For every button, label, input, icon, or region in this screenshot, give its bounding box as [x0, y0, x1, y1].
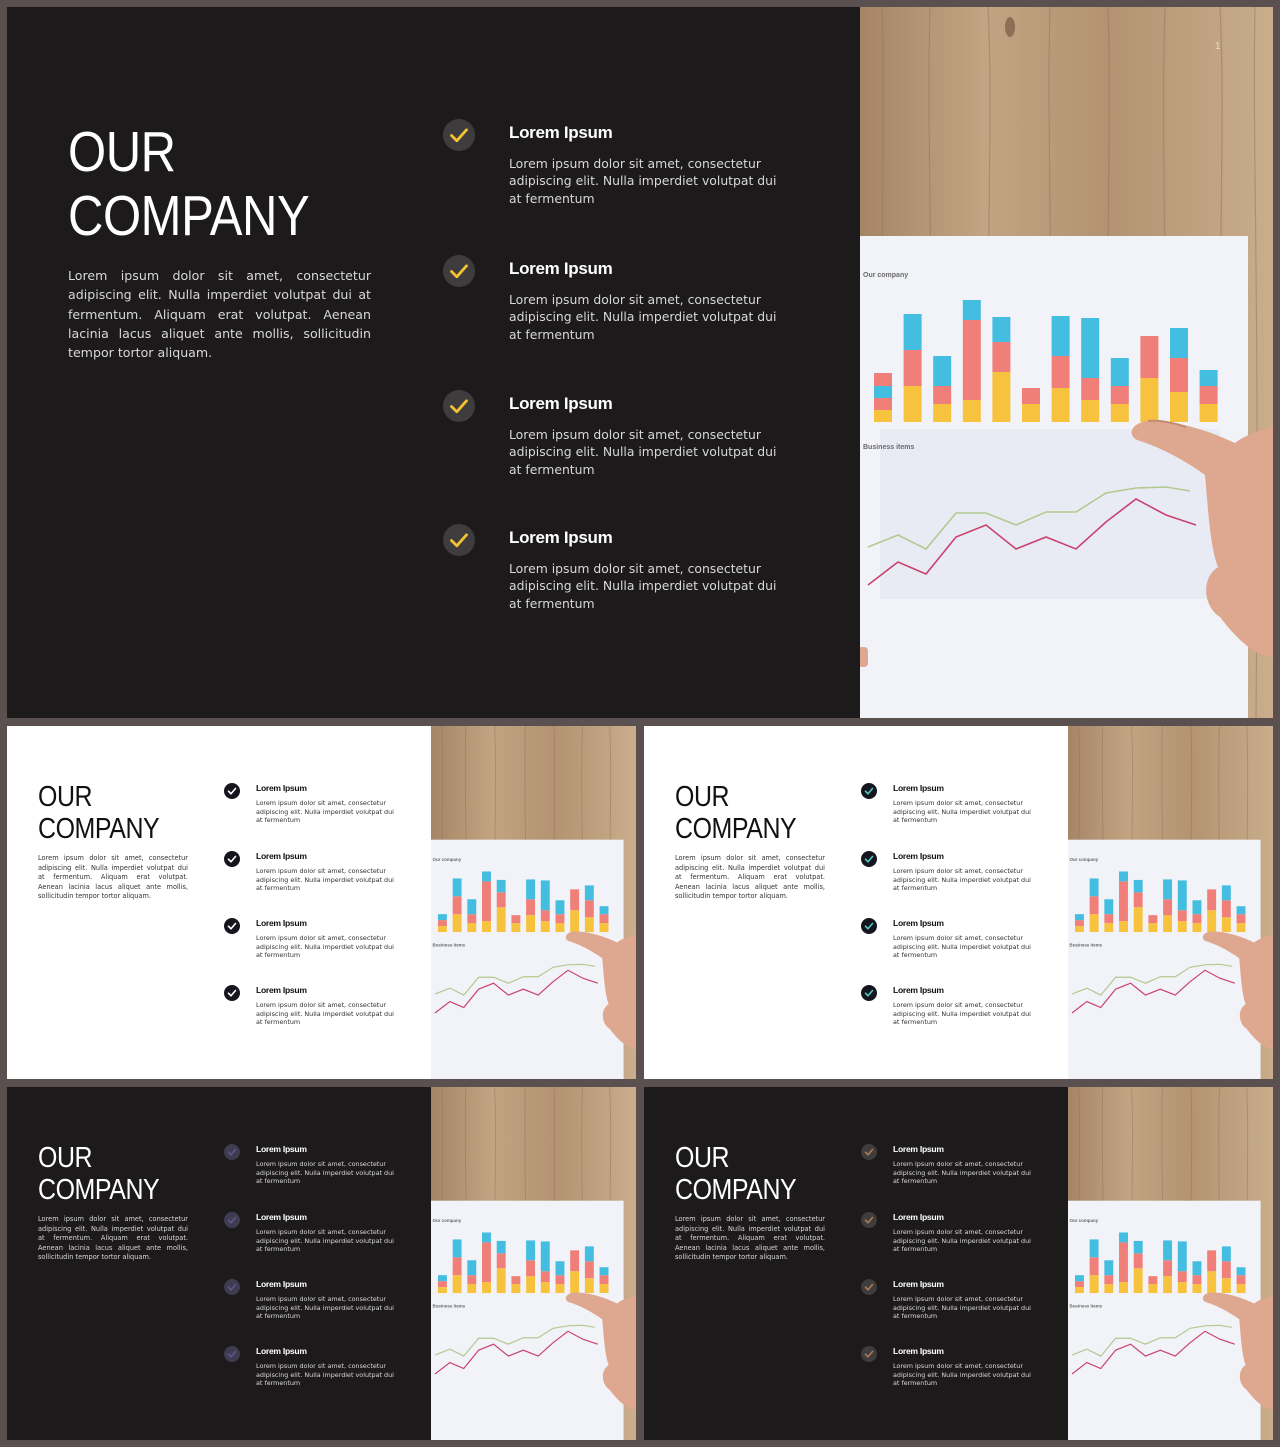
bar-segment: [438, 1281, 447, 1287]
bar-segment: [874, 410, 892, 422]
bar-segment: [1178, 1282, 1187, 1293]
bar-segment: [1163, 879, 1172, 899]
bar-segment: [1119, 1232, 1128, 1242]
bar-segment: [904, 386, 922, 422]
bar-segment: [526, 1276, 535, 1293]
bar-segment: [541, 910, 550, 921]
bar-segment: [1140, 336, 1158, 378]
chart2-title: Business items: [432, 1303, 466, 1309]
bar-segment: [1022, 388, 1040, 404]
bar-segment: [1170, 358, 1188, 392]
item-heading: Lorem Ipsum: [509, 394, 613, 413]
bar-segment: [1104, 914, 1113, 923]
bar-segment: [1222, 885, 1231, 900]
bar-segment: [1178, 921, 1187, 932]
item-heading: Lorem Ipsum: [256, 1346, 307, 1356]
page-number: 1: [1215, 41, 1221, 52]
checkmark-icon: [861, 783, 877, 799]
item-heading: Lorem Ipsum: [893, 1212, 944, 1222]
bar-segment: [1237, 1275, 1246, 1284]
bar-segment: [1075, 1275, 1084, 1281]
checkmark-icon: [443, 255, 475, 287]
chart-photo: [860, 7, 1273, 718]
bar-segment: [1192, 1275, 1201, 1284]
bar-segment: [1148, 915, 1157, 923]
bar-segment: [963, 320, 981, 400]
checkmark-icon: [861, 1212, 877, 1228]
bar-segment: [541, 1271, 550, 1282]
bar-segment: [1090, 914, 1099, 932]
bar-segment: [1207, 910, 1216, 932]
checkmark-icon: [443, 119, 475, 151]
item-text: Lorem ipsum dolor sit amet, consectetur adipiscing elit. Nulla imperdiet volutpat dui at fermentum: [893, 1160, 1031, 1186]
checkmark-icon: [224, 851, 240, 867]
chart-photo: [431, 1087, 636, 1440]
chart-photo: [1068, 726, 1273, 1079]
slide-thumbnail-white-teal[interactable]: [644, 726, 1273, 1079]
bar-segment: [482, 1282, 491, 1293]
slide-main: [7, 7, 1273, 718]
bar-segment: [585, 1246, 594, 1261]
chart2-title: Business items: [432, 942, 466, 948]
intro-paragraph: Lorem ipsum dolor sit amet, consectetur adipiscing elit. Nulla imperdiet volutpat dui at fermentum. Aliquam erat volutpat. Aenean lacinia lacus aliquet ante mollis, sollicitudin tempor tortor aliquam.: [675, 1215, 825, 1261]
bar-segment: [1222, 900, 1231, 917]
bar-segment: [555, 923, 564, 932]
bar-segment: [1207, 1250, 1216, 1271]
bar-segment: [570, 1271, 579, 1293]
photo-panel: [431, 1087, 636, 1440]
bar-segment: [497, 892, 506, 907]
bar-segment: [1200, 404, 1218, 422]
bar-segment: [1163, 1240, 1172, 1260]
bar-segment: [482, 1242, 491, 1282]
bar-segment: [511, 1284, 520, 1293]
bar-segment: [467, 1275, 476, 1284]
bar-segment: [467, 899, 476, 914]
bar-segment: [1104, 899, 1113, 914]
bar-segment: [1200, 370, 1218, 386]
checkmark-icon: [224, 918, 240, 934]
checkmark-icon: [443, 524, 475, 556]
bar-segment: [1163, 1260, 1172, 1276]
bar-segment: [453, 1275, 462, 1293]
bar-segment: [963, 400, 981, 422]
bar-segment: [1119, 1242, 1128, 1282]
item-text: Lorem ipsum dolor sit amet, consectetur adipiscing elit. Nulla imperdiet volutpat dui at fermentum: [893, 1001, 1031, 1027]
bar-segment: [933, 386, 951, 404]
bar-segment: [904, 350, 922, 386]
checkmark-icon: [224, 985, 240, 1001]
bar-segment: [526, 879, 535, 899]
bar-segment: [1104, 1284, 1113, 1293]
bar-segment: [1104, 1275, 1113, 1284]
bar-segment: [453, 1239, 462, 1257]
bar-segment: [570, 910, 579, 932]
bar-segment: [600, 1284, 609, 1293]
chart-photo: [1068, 1087, 1273, 1440]
bar-segment: [541, 880, 550, 910]
item-heading: Lorem Ipsum: [256, 985, 307, 995]
bar-segment: [904, 314, 922, 350]
checkmark-icon: [861, 918, 877, 934]
bar-segment: [511, 1276, 520, 1284]
item-text: Lorem ipsum dolor sit amet, consectetur adipiscing elit. Nulla imperdiet volutpat dui at fermentum: [256, 1295, 394, 1321]
bar-segment: [585, 885, 594, 900]
bar-segment: [453, 878, 462, 896]
item-text: Lorem ipsum dolor sit amet, consectetur adipiscing elit. Nulla imperdiet volutpat dui at fermentum: [509, 561, 777, 611]
bar-segment: [1119, 881, 1128, 921]
item-text: Lorem ipsum dolor sit amet, consectetur adipiscing elit. Nulla imperdiet volutpat dui at fermentum: [893, 1295, 1031, 1321]
bar-segment: [1052, 356, 1070, 388]
checkmark-icon: [443, 390, 475, 422]
bar-segment: [1134, 907, 1143, 932]
intro-paragraph: Lorem ipsum dolor sit amet, consectetur adipiscing elit. Nulla imperdiet volutpat dui at fermentum. Aliquam erat volutpat. Aenean lacinia lacus aliquet ante mollis, sollicitudin tempor tortor aliquam.: [38, 854, 188, 900]
bar-segment: [1090, 1257, 1099, 1275]
bar-segment: [438, 1275, 447, 1281]
bar-segment: [453, 1257, 462, 1275]
bar-segment: [467, 1284, 476, 1293]
bar-segment: [963, 300, 981, 320]
slide-title: OUR COMPANY: [675, 1142, 797, 1207]
bar-segment: [1178, 880, 1187, 910]
bar-segment: [1207, 889, 1216, 910]
bar-segment: [1081, 400, 1099, 422]
item-text: Lorem ipsum dolor sit amet, consectetur adipiscing elit. Nulla imperdiet volutpat dui at fermentum: [893, 1362, 1031, 1388]
bar-segment: [1222, 1246, 1231, 1261]
bar-segment: [453, 896, 462, 914]
item-text: Lorem ipsum dolor sit amet, consectetur adipiscing elit. Nulla imperdiet volutpat dui at fermentum: [256, 867, 394, 893]
bar-segment: [1163, 899, 1172, 915]
bar-segment: [1090, 1275, 1099, 1293]
bar-segment: [1075, 914, 1084, 920]
item-text: Lorem ipsum dolor sit amet, consectetur adipiscing elit. Nulla imperdiet volutpat dui at fermentum: [256, 1001, 394, 1027]
bar-segment: [1192, 914, 1201, 923]
bar-segment: [1237, 923, 1246, 932]
intro-paragraph: Lorem ipsum dolor sit amet, consectetur adipiscing elit. Nulla imperdiet volutpat dui at fermentum. Aliquam erat volutpat. Aenean lacinia lacus aliquet ante mollis, sollicitudin tempor tortor aliquam.: [675, 854, 825, 900]
checkmark-icon: [224, 1346, 240, 1362]
bar-segment: [1237, 1267, 1246, 1275]
bar-segment: [555, 900, 564, 914]
item-heading: Lorem Ipsum: [256, 1279, 307, 1289]
bar-segment: [1222, 1261, 1231, 1278]
bar-segment: [1163, 1276, 1172, 1293]
slide-thumbnail-dark-indigo[interactable]: [7, 1087, 636, 1440]
bar-segment: [585, 1261, 594, 1278]
bar-segment: [1178, 1241, 1187, 1271]
item-text: Lorem ipsum dolor sit amet, consectetur adipiscing elit. Nulla imperdiet volutpat dui at fermentum: [893, 867, 1031, 893]
chart1-title: Our company: [1069, 857, 1099, 863]
photo-panel: [1068, 726, 1273, 1079]
item-heading: Lorem Ipsum: [893, 1144, 944, 1154]
bar-segment: [1052, 316, 1070, 356]
checkmark-icon: [224, 783, 240, 799]
item-text: Lorem ipsum dolor sit amet, consectetur adipiscing elit. Nulla imperdiet volutpat dui at fermentum: [893, 799, 1031, 825]
bar-segment: [497, 1253, 506, 1268]
chart2-title: Business items: [863, 444, 915, 451]
bar-segment: [497, 1268, 506, 1293]
checkmark-icon: [861, 985, 877, 1001]
bar-segment: [1200, 386, 1218, 404]
bar-segment: [874, 386, 892, 398]
bar-segment: [874, 398, 892, 410]
chart1-title: Our company: [432, 857, 462, 863]
bar-segment: [1081, 378, 1099, 400]
bar-segment: [1237, 906, 1246, 914]
bar-segment: [467, 914, 476, 923]
item-text: Lorem ipsum dolor sit amet, consectetur adipiscing elit. Nulla imperdiet volutpat dui at fermentum: [256, 934, 394, 960]
bar-segment: [992, 372, 1010, 422]
bar-segment: [541, 921, 550, 932]
bar-segment: [1134, 1241, 1143, 1253]
chart1-title: Our company: [432, 1218, 462, 1224]
bar-segment: [992, 317, 1010, 342]
bar-segment: [1022, 404, 1040, 422]
item-heading: Lorem Ipsum: [256, 851, 307, 861]
photo-panel: [1068, 1087, 1273, 1440]
bar-segment: [1119, 1282, 1128, 1293]
bar-segment: [1090, 896, 1099, 914]
bar-segment: [1075, 1281, 1084, 1287]
bar-segment: [600, 1275, 609, 1284]
item-text: Lorem ipsum dolor sit amet, consectetur adipiscing elit. Nulla imperdiet volutpat dui at fermentum: [256, 1160, 394, 1186]
bar-segment: [992, 342, 1010, 372]
bar-segment: [1052, 388, 1070, 422]
item-heading: Lorem Ipsum: [509, 528, 613, 547]
bar-segment: [1192, 923, 1201, 932]
chart1-title: Our company: [863, 272, 909, 279]
bar-segment: [555, 1275, 564, 1284]
bar-segment: [1192, 900, 1201, 914]
bar-segment: [526, 1260, 535, 1276]
bar-segment: [1119, 871, 1128, 881]
item-heading: Lorem Ipsum: [893, 1346, 944, 1356]
item-heading: Lorem Ipsum: [256, 918, 307, 928]
bar-segment: [526, 915, 535, 932]
bar-segment: [1090, 878, 1099, 896]
checkmark-icon: [224, 1144, 240, 1160]
bar-segment: [511, 923, 520, 932]
bar-segment: [933, 404, 951, 422]
bar-segment: [1075, 1287, 1084, 1293]
bar-segment: [1237, 1284, 1246, 1293]
item-heading: Lorem Ipsum: [509, 259, 613, 278]
checkmark-icon: [861, 851, 877, 867]
bar-segment: [1148, 1276, 1157, 1284]
chart2-title: Business items: [1069, 1303, 1103, 1309]
item-heading: Lorem Ipsum: [893, 918, 944, 928]
bar-segment: [497, 1241, 506, 1253]
bar-segment: [1119, 921, 1128, 932]
item-heading: Lorem Ipsum: [256, 1144, 307, 1154]
slide-title: OUR COMPANY: [675, 781, 797, 846]
bar-segment: [438, 914, 447, 920]
bar-segment: [1163, 915, 1172, 932]
item-heading: Lorem Ipsum: [893, 851, 944, 861]
checkmark-icon: [224, 1279, 240, 1295]
bar-segment: [1111, 404, 1129, 422]
bar-segment: [1140, 378, 1158, 422]
bar-segment: [467, 1260, 476, 1275]
bar-segment: [1148, 923, 1157, 932]
item-heading: Lorem Ipsum: [893, 783, 944, 793]
bar-segment: [467, 923, 476, 932]
item-text: Lorem ipsum dolor sit amet, consectetur adipiscing elit. Nulla imperdiet volutpat dui at fermentum: [509, 292, 777, 342]
bar-segment: [600, 1267, 609, 1275]
intro-paragraph: Lorem ipsum dolor sit amet, consectetur adipiscing elit. Nulla imperdiet volutpat dui at fermentum. Aliquam erat volutpat. Aenean lacinia lacus aliquet ante mollis, sollicitudin tempor tortor aliquam.: [38, 1215, 188, 1261]
item-heading: Lorem Ipsum: [256, 1212, 307, 1222]
bar-segment: [1178, 1271, 1187, 1282]
bar-segment: [482, 921, 491, 932]
bar-segment: [1111, 358, 1129, 386]
item-heading: Lorem Ipsum: [509, 123, 613, 142]
bar-segment: [585, 917, 594, 932]
item-heading: Lorem Ipsum: [893, 985, 944, 995]
item-heading: Lorem Ipsum: [256, 783, 307, 793]
bar-segment: [1170, 392, 1188, 422]
bar-segment: [1104, 923, 1113, 932]
bar-segment: [1134, 1253, 1143, 1268]
slide-title: OUR COMPANY: [38, 1142, 160, 1207]
bar-segment: [1075, 926, 1084, 932]
chart1-title: Our company: [1069, 1218, 1099, 1224]
slide-title: OUR COMPANY: [68, 120, 310, 248]
bar-segment: [541, 1241, 550, 1271]
slide-thumbnail-dark-brown[interactable]: [644, 1087, 1273, 1440]
bar-segment: [1207, 1271, 1216, 1293]
checkmark-icon: [861, 1346, 877, 1362]
bar-segment: [482, 871, 491, 881]
bar-segment: [511, 915, 520, 923]
bar-segment: [1075, 920, 1084, 926]
item-heading: Lorem Ipsum: [893, 1279, 944, 1289]
bar-segment: [1237, 914, 1246, 923]
item-text: Lorem ipsum dolor sit amet, consectetur adipiscing elit. Nulla imperdiet volutpat dui at fermentum: [893, 934, 1031, 960]
slide-thumbnail-white-dark[interactable]: [7, 726, 636, 1079]
bar-segment: [555, 1284, 564, 1293]
bar-segment: [555, 1261, 564, 1275]
bar-segment: [570, 889, 579, 910]
photo-panel: [860, 7, 1273, 718]
bar-segment: [497, 880, 506, 892]
bar-segment: [600, 923, 609, 932]
item-text: Lorem ipsum dolor sit amet, consectetur adipiscing elit. Nulla imperdiet volutpat dui at fermentum: [256, 1362, 394, 1388]
bar-segment: [1222, 917, 1231, 932]
bar-segment: [526, 899, 535, 915]
checkmark-icon: [224, 1212, 240, 1228]
bar-segment: [438, 926, 447, 932]
bar-segment: [1222, 1278, 1231, 1293]
bar-segment: [1090, 1239, 1099, 1257]
bar-segment: [1104, 1260, 1113, 1275]
bar-segment: [555, 914, 564, 923]
bar-segment: [1081, 318, 1099, 378]
bar-segment: [1192, 1284, 1201, 1293]
item-text: Lorem ipsum dolor sit amet, consectetur adipiscing elit. Nulla imperdiet volutpat dui at fermentum: [509, 427, 777, 477]
bar-segment: [1134, 892, 1143, 907]
chart2-title: Business items: [1069, 942, 1103, 948]
bar-segment: [482, 1232, 491, 1242]
bar-segment: [526, 1240, 535, 1260]
checkmark-icon: [861, 1279, 877, 1295]
bar-segment: [600, 914, 609, 923]
bar-segment: [600, 906, 609, 914]
item-text: Lorem ipsum dolor sit amet, consectetur adipiscing elit. Nulla imperdiet volutpat dui at fermentum: [256, 799, 394, 825]
bar-segment: [570, 1250, 579, 1271]
slide-title: OUR COMPANY: [38, 781, 160, 846]
bar-segment: [438, 1287, 447, 1293]
item-text: Lorem ipsum dolor sit amet, consectetur adipiscing elit. Nulla imperdiet volutpat dui at fermentum: [509, 156, 777, 206]
item-text: Lorem ipsum dolor sit amet, consectetur adipiscing elit. Nulla imperdiet volutpat dui at fermentum: [893, 1228, 1031, 1254]
bar-segment: [1111, 386, 1129, 404]
checkmark-icon: [861, 1144, 877, 1160]
bar-segment: [585, 900, 594, 917]
intro-paragraph: Lorem ipsum dolor sit amet, consectetur adipiscing elit. Nulla imperdiet volutpat dui at fermentum. Aliquam erat volutpat. Aenean lacinia lacus aliquet ante mollis, sollicitudin tempor tortor aliquam.: [68, 268, 371, 361]
photo-panel: [431, 726, 636, 1079]
bar-segment: [1178, 910, 1187, 921]
bar-segment: [453, 914, 462, 932]
bar-segment: [585, 1278, 594, 1293]
bar-segment: [482, 881, 491, 921]
item-text: Lorem ipsum dolor sit amet, consectetur adipiscing elit. Nulla imperdiet volutpat dui at fermentum: [256, 1228, 394, 1254]
bar-segment: [1170, 328, 1188, 358]
bar-segment: [497, 907, 506, 932]
bar-segment: [1148, 1284, 1157, 1293]
bar-segment: [933, 356, 951, 386]
chart-photo: [431, 726, 636, 1079]
bar-segment: [1134, 880, 1143, 892]
bar-segment: [1134, 1268, 1143, 1293]
bar-segment: [438, 920, 447, 926]
bar-segment: [1192, 1261, 1201, 1275]
bar-segment: [541, 1282, 550, 1293]
